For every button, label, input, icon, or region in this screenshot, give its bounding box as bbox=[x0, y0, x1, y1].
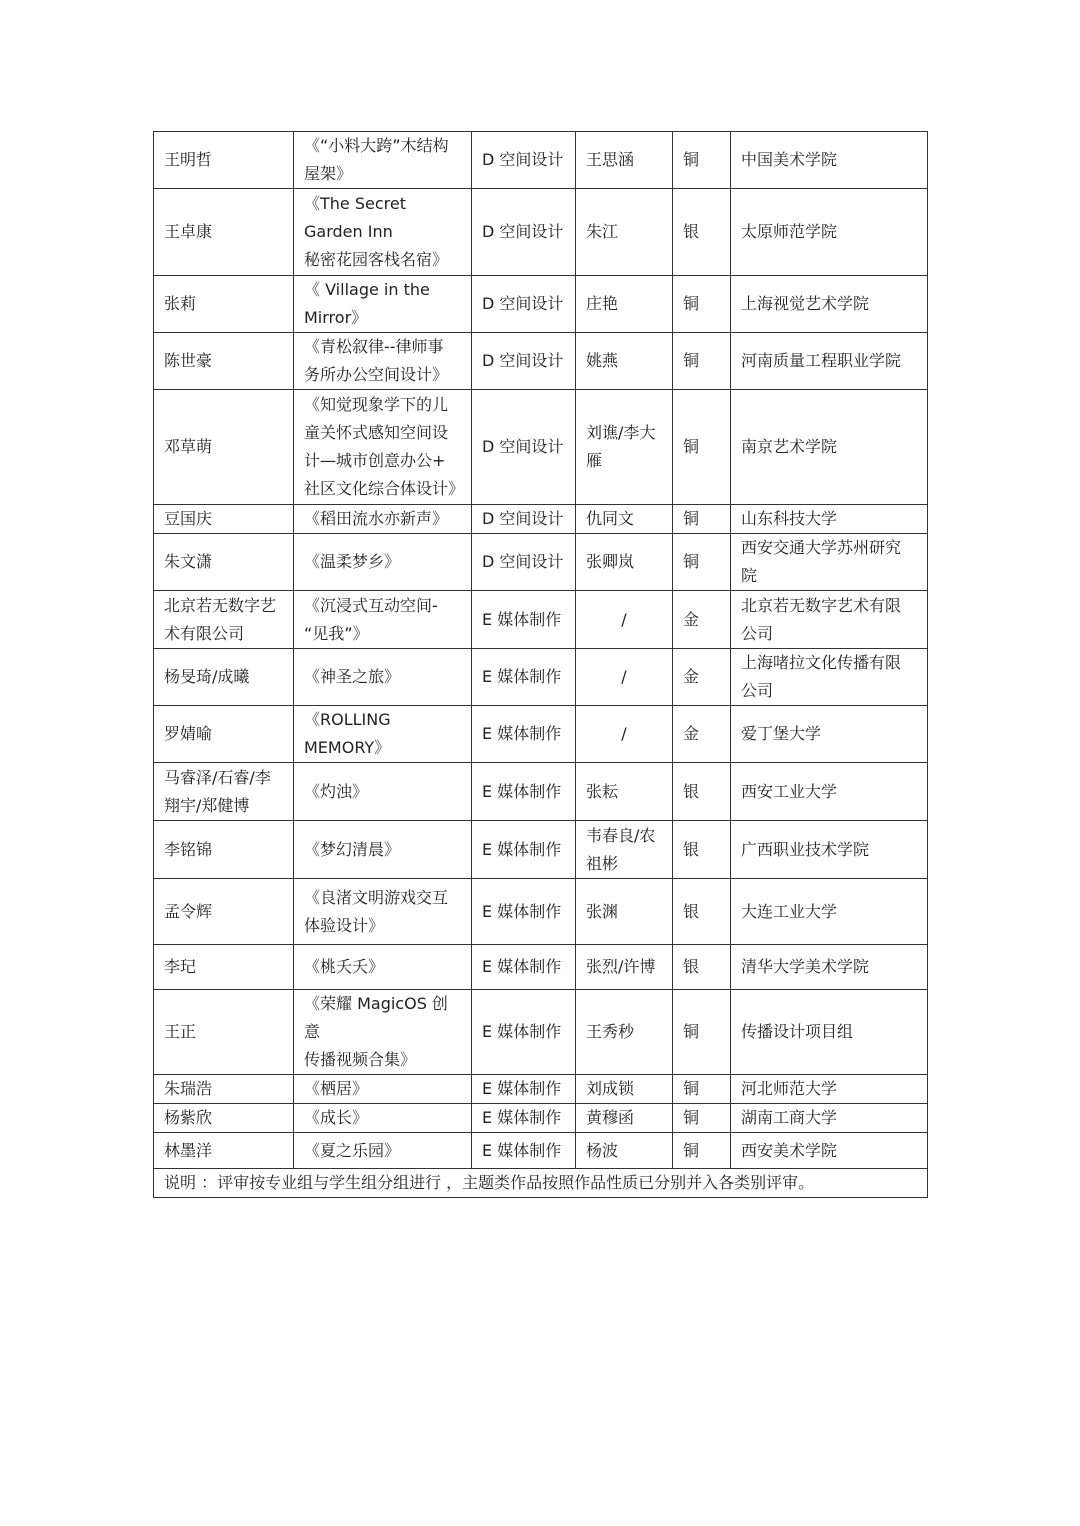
cell-award: 铜 bbox=[673, 990, 731, 1075]
cell-institution: 西安工业大学 bbox=[731, 763, 928, 821]
cell-category: D 空间设计 bbox=[472, 534, 576, 591]
table-row bbox=[154, 1104, 928, 1133]
cell-advisor: 王秀秒 bbox=[576, 990, 673, 1075]
cell-award: 金 bbox=[673, 706, 731, 763]
table-row bbox=[154, 276, 928, 333]
cell-award: 铜 bbox=[673, 276, 731, 333]
cell-name: 王明哲 bbox=[154, 132, 294, 189]
cell-institution: 上海啫拉文化传播有限 公司 bbox=[731, 649, 928, 706]
cell-work-title: 《桃夭夭》 bbox=[294, 945, 472, 990]
cell-award: 银 bbox=[673, 763, 731, 821]
table-row bbox=[154, 879, 928, 945]
awards-table-body bbox=[154, 132, 928, 1198]
cell-work-title: 《ROLLING MEMORY》 bbox=[294, 706, 472, 763]
cell-work-title: 《灼浊》 bbox=[294, 763, 472, 821]
cell-advisor: 张耘 bbox=[576, 763, 673, 821]
cell-institution: 河北师范大学 bbox=[731, 1075, 928, 1104]
cell-category: D 空间设计 bbox=[472, 189, 576, 276]
cell-work-title: 《荣耀 MagicOS 创意 传播视频合集》 bbox=[294, 990, 472, 1075]
cell-category: E 媒体制作 bbox=[472, 879, 576, 945]
cell-name: 孟令辉 bbox=[154, 879, 294, 945]
table-row bbox=[154, 333, 928, 390]
cell-institution: 广西职业技术学院 bbox=[731, 821, 928, 879]
table-row bbox=[154, 763, 928, 821]
table-row bbox=[154, 505, 928, 534]
note-row bbox=[154, 1169, 928, 1198]
cell-name: 林墨洋 bbox=[154, 1133, 294, 1169]
cell-advisor: 杨波 bbox=[576, 1133, 673, 1169]
cell-work-title: 《栖居》 bbox=[294, 1075, 472, 1104]
cell-advisor: 黄穆函 bbox=[576, 1104, 673, 1133]
cell-work-title: 《良渚文明游戏交互 体验设计》 bbox=[294, 879, 472, 945]
cell-institution: 湖南工商大学 bbox=[731, 1104, 928, 1133]
cell-institution: 南京艺术学院 bbox=[731, 390, 928, 505]
cell-advisor: / bbox=[576, 706, 673, 763]
cell-advisor: 张烈/许博 bbox=[576, 945, 673, 990]
cell-work-title: 《稻田流水亦新声》 bbox=[294, 505, 472, 534]
cell-advisor: 刘谯/李大 雁 bbox=[576, 390, 673, 505]
cell-advisor: 韦春良/农 祖彬 bbox=[576, 821, 673, 879]
cell-category: E 媒体制作 bbox=[472, 649, 576, 706]
cell-advisor: 庄艳 bbox=[576, 276, 673, 333]
cell-advisor: 姚燕 bbox=[576, 333, 673, 390]
cell-category: D 空间设计 bbox=[472, 390, 576, 505]
table-row bbox=[154, 132, 928, 189]
cell-institution: 传播设计项目组 bbox=[731, 990, 928, 1075]
cell-name: 王卓康 bbox=[154, 189, 294, 276]
cell-name: 张莉 bbox=[154, 276, 294, 333]
cell-category: D 空间设计 bbox=[472, 505, 576, 534]
cell-award: 铜 bbox=[673, 390, 731, 505]
cell-institution: 大连工业大学 bbox=[731, 879, 928, 945]
cell-category: D 空间设计 bbox=[472, 276, 576, 333]
cell-name: 朱文潇 bbox=[154, 534, 294, 591]
cell-name: 马睿泽/石睿/李 翔宇/郑健博 bbox=[154, 763, 294, 821]
cell-work-title: 《梦幻清晨》 bbox=[294, 821, 472, 879]
cell-institution: 清华大学美术学院 bbox=[731, 945, 928, 990]
cell-name: 杨旻琦/成曦 bbox=[154, 649, 294, 706]
cell-category: E 媒体制作 bbox=[472, 763, 576, 821]
cell-work-title: 《青松叙律--律师事 务所办公空间设计》 bbox=[294, 333, 472, 390]
cell-advisor: / bbox=[576, 649, 673, 706]
cell-advisor: 王思涵 bbox=[576, 132, 673, 189]
cell-institution: 爱丁堡大学 bbox=[731, 706, 928, 763]
cell-name: 邓草萌 bbox=[154, 390, 294, 505]
cell-work-title: 《成长》 bbox=[294, 1104, 472, 1133]
cell-award: 铜 bbox=[673, 132, 731, 189]
cell-award: 银 bbox=[673, 945, 731, 990]
table-row bbox=[154, 990, 928, 1075]
cell-work-title: 《温柔梦乡》 bbox=[294, 534, 472, 591]
cell-category: E 媒体制作 bbox=[472, 1133, 576, 1169]
cell-institution: 北京若无数字艺术有限 公司 bbox=[731, 591, 928, 649]
cell-name: 朱瑞浩 bbox=[154, 1075, 294, 1104]
table-row bbox=[154, 189, 928, 276]
cell-advisor: / bbox=[576, 591, 673, 649]
cell-advisor: 朱江 bbox=[576, 189, 673, 276]
cell-award: 金 bbox=[673, 591, 731, 649]
cell-name: 豆国庆 bbox=[154, 505, 294, 534]
cell-work-title: 《知觉现象学下的儿 童关怀式感知空间设 计—城市创意办公+ 社区文化综合体设计》 bbox=[294, 390, 472, 505]
cell-work-title: 《神圣之旅》 bbox=[294, 649, 472, 706]
table-row bbox=[154, 534, 928, 591]
cell-award: 铜 bbox=[673, 505, 731, 534]
table-row bbox=[154, 649, 928, 706]
cell-award: 铜 bbox=[673, 1133, 731, 1169]
cell-institution: 太原师范学院 bbox=[731, 189, 928, 276]
cell-institution: 河南质量工程职业学院 bbox=[731, 333, 928, 390]
cell-advisor: 张卿岚 bbox=[576, 534, 673, 591]
cell-award: 银 bbox=[673, 821, 731, 879]
table-row bbox=[154, 390, 928, 505]
cell-advisor: 仇同文 bbox=[576, 505, 673, 534]
cell-award: 银 bbox=[673, 189, 731, 276]
cell-institution: 中国美术学院 bbox=[731, 132, 928, 189]
cell-institution: 西安交通大学苏州研究 院 bbox=[731, 534, 928, 591]
cell-institution: 山东科技大学 bbox=[731, 505, 928, 534]
cell-category: E 媒体制作 bbox=[472, 706, 576, 763]
cell-category: E 媒体制作 bbox=[472, 591, 576, 649]
cell-work-title: 《 Village in the Mirror》 bbox=[294, 276, 472, 333]
table-row bbox=[154, 945, 928, 990]
table-row bbox=[154, 821, 928, 879]
cell-work-title: 《夏之乐园》 bbox=[294, 1133, 472, 1169]
cell-institution: 西安美术学院 bbox=[731, 1133, 928, 1169]
cell-category: D 空间设计 bbox=[472, 333, 576, 390]
cell-category: E 媒体制作 bbox=[472, 1075, 576, 1104]
cell-name: 罗婧喻 bbox=[154, 706, 294, 763]
cell-work-title: 《沉浸式互动空间- “见我”》 bbox=[294, 591, 472, 649]
table-row bbox=[154, 591, 928, 649]
cell-work-title: 《“小料大跨”木结构 屋架》 bbox=[294, 132, 472, 189]
cell-category: E 媒体制作 bbox=[472, 821, 576, 879]
cell-advisor: 刘成锁 bbox=[576, 1075, 673, 1104]
cell-name: 李玘 bbox=[154, 945, 294, 990]
cell-award: 铜 bbox=[673, 333, 731, 390]
table-note: 说明 ：评审按专业组与学生组分组进行 ，主题类作品按照作品性质已分别并入各类别评审。 bbox=[154, 1169, 928, 1198]
cell-name: 杨紫欣 bbox=[154, 1104, 294, 1133]
cell-award: 铜 bbox=[673, 1104, 731, 1133]
table-row bbox=[154, 1075, 928, 1104]
cell-award: 银 bbox=[673, 879, 731, 945]
cell-work-title: 《The Secret Garden Inn 秘密花园客栈名宿》 bbox=[294, 189, 472, 276]
cell-category: D 空间设计 bbox=[472, 132, 576, 189]
awards-table bbox=[153, 131, 928, 1198]
cell-name: 北京若无数字艺 术有限公司 bbox=[154, 591, 294, 649]
cell-category: E 媒体制作 bbox=[472, 990, 576, 1075]
cell-award: 金 bbox=[673, 649, 731, 706]
cell-name: 王正 bbox=[154, 990, 294, 1075]
cell-category: E 媒体制作 bbox=[472, 945, 576, 990]
table-row bbox=[154, 706, 928, 763]
cell-category: E 媒体制作 bbox=[472, 1104, 576, 1133]
cell-name: 李铭锦 bbox=[154, 821, 294, 879]
cell-award: 铜 bbox=[673, 534, 731, 591]
cell-name: 陈世豪 bbox=[154, 333, 294, 390]
cell-institution: 上海视觉艺术学院 bbox=[731, 276, 928, 333]
table-row bbox=[154, 1133, 928, 1169]
cell-advisor: 张渊 bbox=[576, 879, 673, 945]
cell-award: 铜 bbox=[673, 1075, 731, 1104]
